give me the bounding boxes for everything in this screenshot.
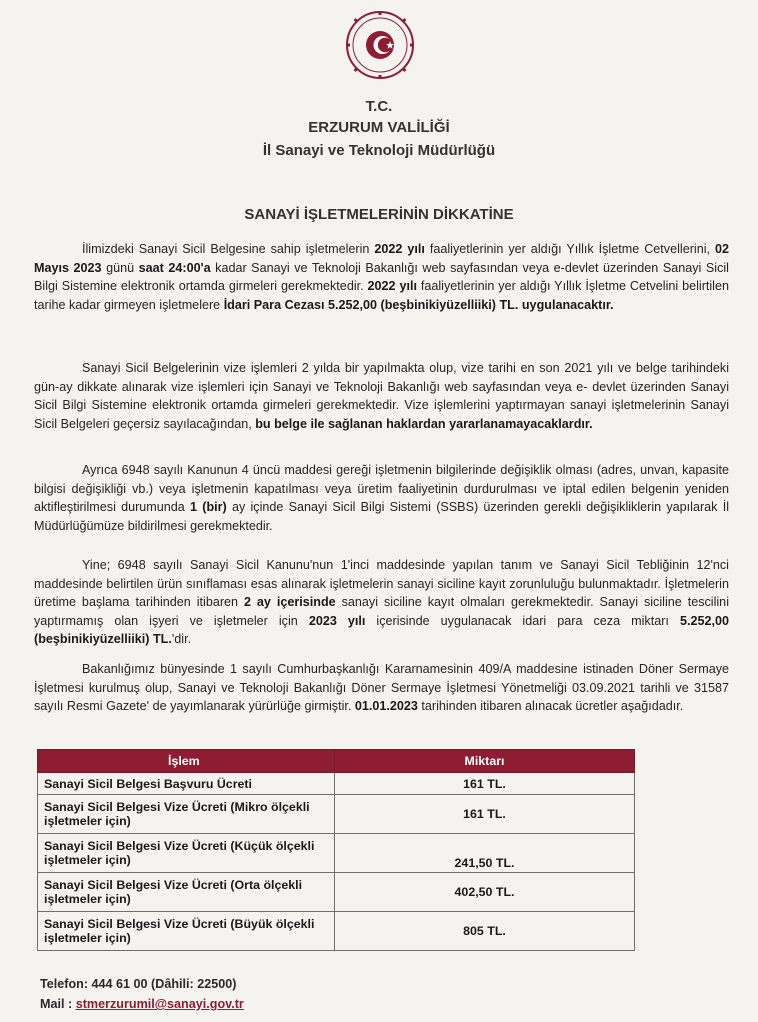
ministry-seal-logo: [345, 10, 415, 80]
fee-name: Sanayi Sicil Belgesi Vize Ücreti (Büyük ölçekli işletmeler için): [38, 912, 335, 951]
paragraph-fees-intro: Bakanlığımız bünyesinde 1 sayılı Cumhurbaşkanlığı Kararnamesinin 409/A maddesine istinaden Döner Sermaye İşletmesi kurulmuş olup, Sanayi ve Teknoloji Bakanlığı Döner Sermaye İşletmesi Yönetmeliği 03.09.2021 tarihli ve 31587 sayılı Resmi Gazete' de yayımlanarak yürürlüğe girmiştir. 01.01.2023 tarihinden itibaren alınacak ücretler aşağıdadır.: [34, 662, 729, 714]
mail-label: Mail :: [40, 997, 76, 1011]
table-row: [38, 912, 635, 951]
header-directorate: İl Sanayi ve Teknoloji Müdürlüğü: [262, 142, 496, 159]
fee-name: Sanayi Sicil Belgesi Vize Ücreti (Küçük ölçekli işletmeler için): [38, 834, 335, 873]
table-row: [38, 873, 635, 912]
fee-amount: 402,50 TL.: [335, 873, 635, 912]
fee-amount: 161 TL.: [335, 773, 635, 795]
contact-phone: Telefon: 444 61 00 (Dâhili: 22500): [40, 977, 237, 991]
fee-name: Sanayi Sicil Belgesi Başvuru Ücreti: [38, 773, 335, 795]
table-row: [38, 773, 635, 795]
fee-name: Sanayi Sicil Belgesi Vize Ücreti (Orta ölçekli işletmeler için): [38, 873, 335, 912]
fees-table-header: [38, 750, 635, 773]
fee-amount: 241,50 TL.: [335, 834, 635, 873]
fee-amount: 161 TL.: [335, 795, 635, 834]
header-tc: T.C.: [365, 98, 393, 115]
paragraph-annual-report: İlimizdeki Sanayi Sicil Belgesine sahip işletmelerin 2022 yılı faaliyetlerinin yer aldığı Yıllık İşletme Cetvellerini, 02 Mayıs 2023 günü saat 24:00'a kadar Sanayi ve Teknoloji Bakanlığı web sayfasından veya e-devlet üzerinden Sanayi Sicil Bilgi Sistemine elektronik ortamda girmeleri gerekmektedir. 2022 yılı faaliyetlerinin yer aldığı Yıllık İşletme Cetvelini belirtilen tarihe kadar girmeyen işletmelere İdari Para Cezası 5.252,00 (beşbinikiyüzelliiki) TL. uygulanacaktır.: [34, 242, 729, 312]
table-row: [38, 795, 635, 834]
paragraph-visa: Sanayi Sicil Belgelerinin vize işlemleri 2 yılda bir yapılmakta olup, vize tarihi en son 2021 yılı ve belge tarihindeki gün-ay dikkate alınarak vize işlemleri için Sanayi ve Teknoloji Bakanlığı web sayfasından veya e- devlet üzerinden Sanayi Sicil Bilgi Sistemine elektronik ortamda girmeleri gerekmektedir. Vize işlemlerini yaptırmayan sanayi işletmelerinin Sanayi Sicil Belgeleri geçersiz sayılacağından, bu belge ile sağlanan haklardan yararlanamayacaklardır.: [34, 361, 729, 431]
document-subject: SANAYİ İŞLETMELERİNİN DİKKATİNE: [244, 206, 514, 223]
header-governorship: ERZURUM VALİLİĞİ: [308, 119, 450, 136]
column-header-amount: Miktarı: [335, 750, 635, 773]
fee-amount: 805 TL.: [335, 912, 635, 951]
fee-name: Sanayi Sicil Belgesi Vize Ücreti (Mikro ölçekli işletmeler için): [38, 795, 335, 834]
column-header-operation: İşlem: [38, 750, 335, 773]
paragraph-changes: Ayrıca 6948 sayılı Kanunun 4 üncü maddesi gereği işletmenin bilgilerinde değişiklik olması (adres, unvan, kapasite bilgisi değişikliği vb.) veya işletmenin kapatılması veya üretim faaliyetinin durdurulması ve iptal edilen belgenin yeniden aktifleştirilmesi durumunda 1 (bir) ay içinde Sanayi Sicil Bilgi Sistemi (SSBS) üzerinden gerekli değişikliklerin yapılarak İl Müdürlüğümüze bildirilmesi gerekmektedir.: [34, 463, 729, 533]
table-row: [38, 834, 635, 873]
fees-table: [37, 749, 635, 951]
contact-mail-line: [40, 997, 244, 1011]
paragraph-registration: Yine; 6948 sayılı Sanayi Sicil Kanunu'nun 1'inci maddesinde yapılan tanım ve Sanayi Sicil Tebliğinin 12'nci maddesinde belirtilen ürün sınıflaması esas alınarak işletmelerin sanayi siciline kayıt zorunluluğu bulunmaktadır. İşletmelerin üretime başlama tarihinden itibaren 2 ay içerisinde sanayi siciline kayıt olmaları gerekmektedir. Sanayi siciline tescilini yaptırmamış olan işyeri ve işletmeler için 2023 yılı içerisinde uygulanacak idari para ceza miktarı 5.252,00 (beşbinikiyüzelliiki) TL.'dir.: [34, 558, 729, 647]
mail-link[interactable]: stmerzurumil@sanayi.gov.tr: [75, 997, 244, 1011]
